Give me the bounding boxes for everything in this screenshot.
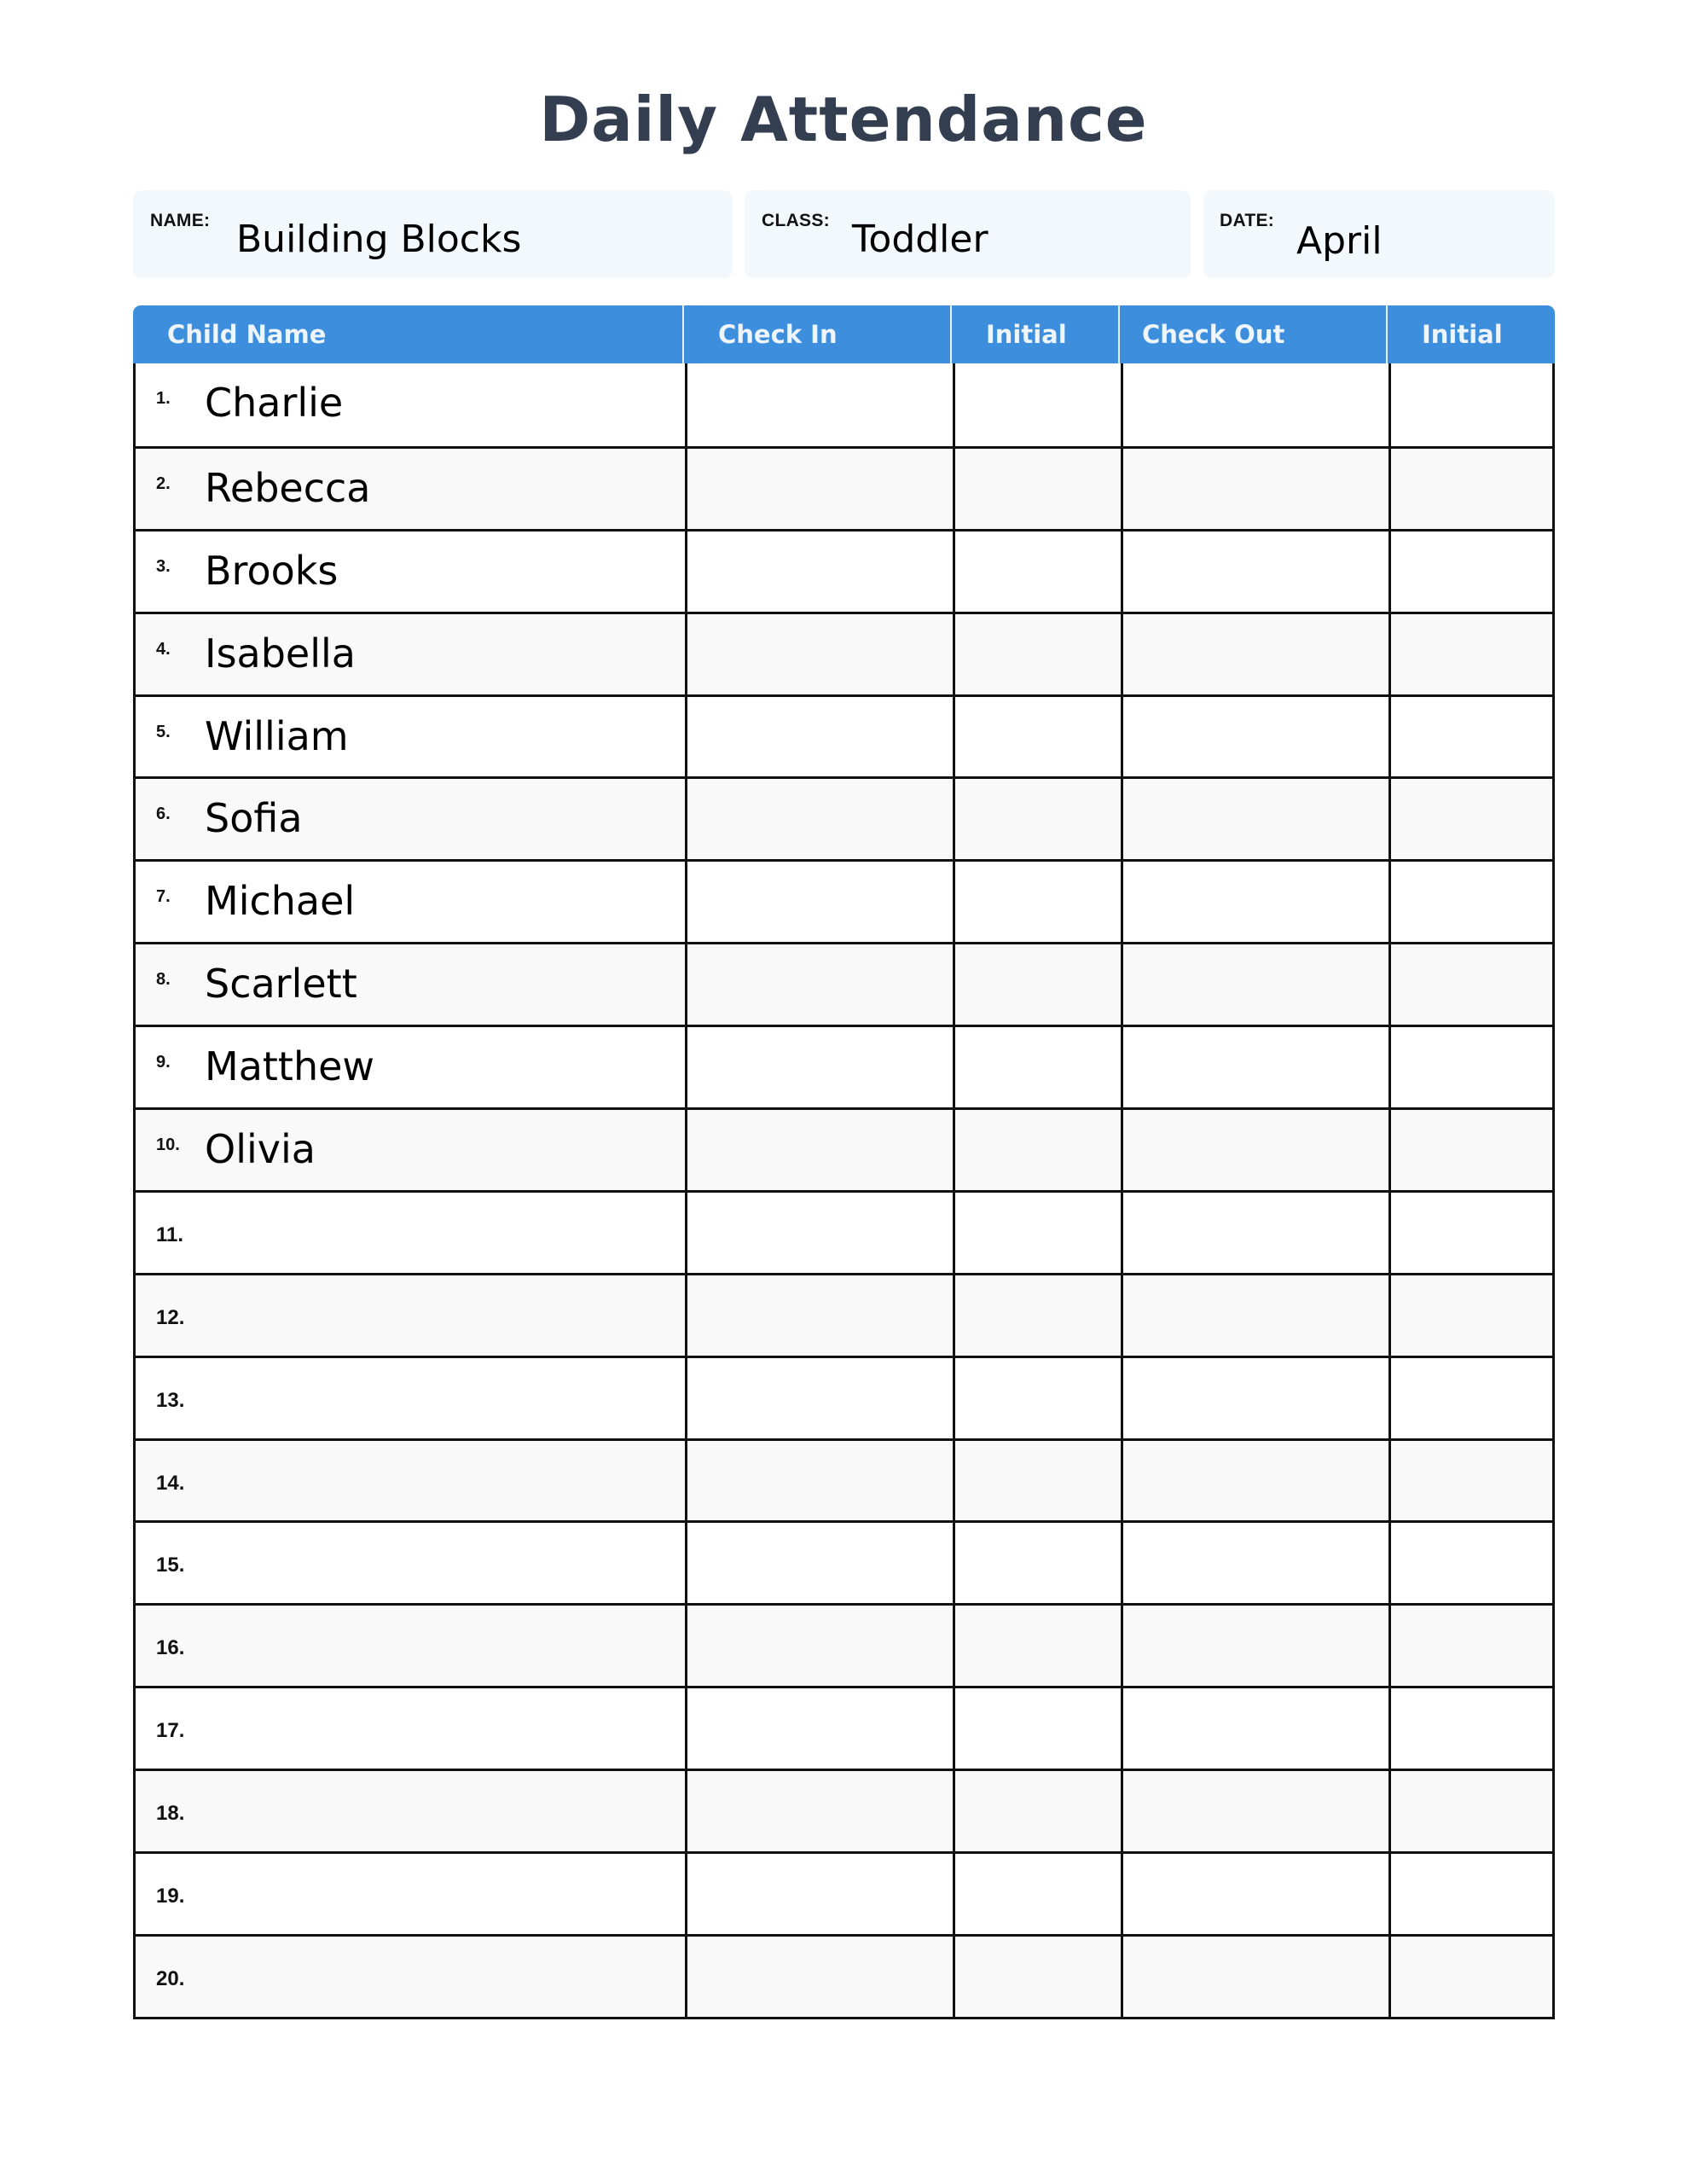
check-out-cell[interactable] xyxy=(1121,779,1388,859)
check-out-cell[interactable] xyxy=(1121,944,1388,1025)
check-in-initial-cell[interactable] xyxy=(953,1854,1121,1934)
child-name: Olivia xyxy=(205,1126,316,1173)
header-check-out: Check Out xyxy=(1118,305,1386,363)
child-name-cell[interactable] xyxy=(136,614,685,694)
check-out-cell[interactable] xyxy=(1121,862,1388,942)
check-out-initial-cell[interactable] xyxy=(1388,1771,1552,1851)
check-out-initial-cell[interactable] xyxy=(1388,1110,1552,1190)
table-row xyxy=(136,1356,1552,1438)
child-name: Matthew xyxy=(205,1043,375,1090)
check-in-initial-cell[interactable] xyxy=(953,1937,1121,2017)
row-number: 9. xyxy=(156,1053,171,1072)
child-name: Brooks xyxy=(205,547,339,594)
child-name: Charlie xyxy=(205,380,344,426)
check-out-initial-cell[interactable] xyxy=(1388,944,1552,1025)
child-name: Scarlett xyxy=(205,961,357,1008)
check-in-initial-cell[interactable] xyxy=(953,1110,1121,1190)
table-row xyxy=(136,1851,1552,1934)
check-in-cell[interactable] xyxy=(685,1027,953,1107)
name-value[interactable]: Building Blocks xyxy=(236,218,522,261)
check-out-initial-cell[interactable] xyxy=(1388,1688,1552,1769)
header-initial-in: Initial xyxy=(950,305,1118,363)
child-name-cell[interactable] xyxy=(136,1275,685,1356)
child-name-cell[interactable] xyxy=(136,697,685,777)
table-row xyxy=(136,776,1552,859)
table-row xyxy=(136,1520,1552,1603)
child-name-cell[interactable] xyxy=(136,1358,685,1438)
table-row xyxy=(136,1190,1552,1273)
check-in-cell[interactable] xyxy=(685,1358,953,1438)
check-out-initial-cell[interactable] xyxy=(1388,1358,1552,1438)
table-row xyxy=(136,1686,1552,1769)
check-out-cell[interactable] xyxy=(1121,1275,1388,1356)
check-out-initial-cell[interactable] xyxy=(1388,862,1552,942)
check-out-initial-cell[interactable] xyxy=(1388,1441,1552,1521)
check-in-cell[interactable] xyxy=(685,862,953,942)
check-out-initial-cell[interactable] xyxy=(1388,449,1552,529)
table-row xyxy=(136,694,1552,777)
check-in-initial-cell[interactable] xyxy=(953,1193,1121,1273)
child-name: Michael xyxy=(205,878,356,925)
check-in-cell[interactable] xyxy=(685,1523,953,1603)
check-out-cell[interactable] xyxy=(1121,449,1388,529)
row-number: 3. xyxy=(156,556,171,576)
row-number: 12. xyxy=(156,1305,185,1329)
check-out-initial-cell[interactable] xyxy=(1388,1275,1552,1356)
check-out-cell[interactable] xyxy=(1121,363,1388,446)
child-name-cell[interactable] xyxy=(136,1937,685,2017)
check-in-initial-cell[interactable] xyxy=(953,363,1121,446)
header-initial-out: Initial xyxy=(1386,305,1555,363)
check-in-cell[interactable] xyxy=(685,449,953,529)
check-in-cell[interactable] xyxy=(685,531,953,612)
check-out-cell[interactable] xyxy=(1121,1441,1388,1521)
row-number: 20. xyxy=(156,1966,185,1990)
check-in-cell[interactable] xyxy=(685,1688,953,1769)
table-row xyxy=(136,363,1552,446)
check-out-initial-cell[interactable] xyxy=(1388,1193,1552,1273)
row-number: 18. xyxy=(156,1802,185,1826)
check-in-initial-cell[interactable] xyxy=(953,1358,1121,1438)
check-in-initial-cell[interactable] xyxy=(953,697,1121,777)
row-number: 6. xyxy=(156,804,171,824)
check-in-initial-cell[interactable] xyxy=(953,1688,1121,1769)
check-out-initial-cell[interactable] xyxy=(1388,779,1552,859)
table-row xyxy=(136,1934,1552,2017)
check-in-initial-cell[interactable] xyxy=(953,1523,1121,1603)
child-name: Isabella xyxy=(205,630,356,677)
class-value[interactable]: Toddler xyxy=(852,218,988,261)
child-name-cell[interactable] xyxy=(136,1688,685,1769)
row-number: 7. xyxy=(156,887,171,907)
row-number: 17. xyxy=(156,1719,185,1743)
child-name-cell[interactable] xyxy=(136,1193,685,1273)
row-number: 16. xyxy=(156,1636,185,1660)
header-check-in: Check In xyxy=(682,305,950,363)
row-number: 5. xyxy=(156,722,171,741)
check-in-cell[interactable] xyxy=(685,1275,953,1356)
check-in-initial-cell[interactable] xyxy=(953,1606,1121,1686)
child-name-cell[interactable] xyxy=(136,944,685,1025)
check-out-initial-cell[interactable] xyxy=(1388,1523,1552,1603)
row-number: 2. xyxy=(156,473,171,493)
check-in-cell[interactable] xyxy=(685,1110,953,1190)
check-out-cell[interactable] xyxy=(1121,1193,1388,1273)
check-in-cell[interactable] xyxy=(685,1854,953,1934)
table-body xyxy=(133,363,1555,2019)
check-in-initial-cell[interactable] xyxy=(953,1027,1121,1107)
table-row xyxy=(136,1273,1552,1356)
check-in-cell[interactable] xyxy=(685,1771,953,1851)
table-row xyxy=(136,1769,1552,1851)
name-label: NAME: xyxy=(150,211,211,230)
row-number: 4. xyxy=(156,639,171,659)
check-in-initial-cell[interactable] xyxy=(953,862,1121,942)
check-in-cell[interactable] xyxy=(685,944,953,1025)
row-number: 10. xyxy=(156,1136,180,1155)
page-title: Daily Attendance xyxy=(539,84,1148,155)
check-in-initial-cell[interactable] xyxy=(953,1441,1121,1521)
child-name: Rebecca xyxy=(205,464,371,511)
check-in-initial-cell[interactable] xyxy=(953,531,1121,612)
check-out-initial-cell[interactable] xyxy=(1388,363,1552,446)
check-in-cell[interactable] xyxy=(685,614,953,694)
child-name: Sofia xyxy=(205,795,303,842)
check-out-initial-cell[interactable] xyxy=(1388,1606,1552,1686)
child-name-cell[interactable] xyxy=(136,1771,685,1851)
header-child-name: Child Name xyxy=(167,320,327,349)
check-out-cell[interactable] xyxy=(1121,1854,1388,1934)
check-out-cell[interactable] xyxy=(1121,697,1388,777)
check-in-cell[interactable] xyxy=(685,1193,953,1273)
check-out-cell[interactable] xyxy=(1121,1027,1388,1107)
class-label: CLASS: xyxy=(762,211,830,230)
check-out-initial-cell[interactable] xyxy=(1388,1854,1552,1934)
date-value[interactable]: April xyxy=(1296,219,1383,263)
table-row xyxy=(136,942,1552,1025)
check-out-cell[interactable] xyxy=(1121,1358,1388,1438)
child-name-cell[interactable] xyxy=(136,1027,685,1107)
check-out-initial-cell[interactable] xyxy=(1388,1027,1552,1107)
row-number: 13. xyxy=(156,1388,185,1412)
date-label: DATE: xyxy=(1220,211,1275,230)
date-field[interactable] xyxy=(1203,190,1555,278)
child-name-cell[interactable] xyxy=(136,1441,685,1521)
child-name-cell[interactable] xyxy=(136,1110,685,1190)
check-in-initial-cell[interactable] xyxy=(953,449,1121,529)
check-out-initial-cell[interactable] xyxy=(1388,697,1552,777)
check-in-cell[interactable] xyxy=(685,1606,953,1686)
table-header xyxy=(133,305,1555,363)
check-out-initial-cell[interactable] xyxy=(1388,614,1552,694)
check-out-initial-cell[interactable] xyxy=(1388,531,1552,612)
check-out-cell[interactable] xyxy=(1121,1937,1388,2017)
name-field[interactable] xyxy=(133,190,733,278)
check-in-initial-cell[interactable] xyxy=(953,944,1121,1025)
check-out-cell[interactable] xyxy=(1121,1523,1388,1603)
child-name-cell[interactable] xyxy=(136,1606,685,1686)
table-row xyxy=(136,1438,1552,1521)
table-row xyxy=(136,446,1552,529)
check-in-cell[interactable] xyxy=(685,1441,953,1521)
row-number: 1. xyxy=(156,389,171,408)
check-out-cell[interactable] xyxy=(1121,1771,1388,1851)
check-in-cell[interactable] xyxy=(685,1937,953,2017)
check-in-cell[interactable] xyxy=(685,363,953,446)
child-name-cell[interactable] xyxy=(136,1854,685,1934)
check-out-cell[interactable] xyxy=(1121,1606,1388,1686)
check-out-cell[interactable] xyxy=(1121,1688,1388,1769)
check-in-initial-cell[interactable] xyxy=(953,614,1121,694)
child-name: William xyxy=(205,712,349,759)
child-name-cell[interactable] xyxy=(136,862,685,942)
check-out-initial-cell[interactable] xyxy=(1388,1937,1552,2017)
check-out-cell[interactable] xyxy=(1121,531,1388,612)
check-in-initial-cell[interactable] xyxy=(953,1771,1121,1851)
table-row xyxy=(136,859,1552,942)
child-name-cell[interactable] xyxy=(136,363,685,446)
row-number: 19. xyxy=(156,1885,185,1908)
child-name-cell[interactable] xyxy=(136,779,685,859)
row-number: 11. xyxy=(156,1223,184,1246)
child-name-cell[interactable] xyxy=(136,1523,685,1603)
table-row xyxy=(136,529,1552,612)
class-field[interactable] xyxy=(745,190,1191,278)
table-row xyxy=(136,612,1552,694)
check-out-cell[interactable] xyxy=(1121,614,1388,694)
check-in-initial-cell[interactable] xyxy=(953,779,1121,859)
child-name-cell[interactable] xyxy=(136,531,685,612)
check-out-cell[interactable] xyxy=(1121,1110,1388,1190)
row-number: 14. xyxy=(156,1471,185,1495)
row-number: 15. xyxy=(156,1554,185,1577)
table-row xyxy=(136,1107,1552,1190)
table-row xyxy=(136,1025,1552,1107)
table-row xyxy=(136,1603,1552,1686)
child-name-cell[interactable] xyxy=(136,449,685,529)
check-in-cell[interactable] xyxy=(685,779,953,859)
row-number: 8. xyxy=(156,970,171,990)
check-in-cell[interactable] xyxy=(685,697,953,777)
check-in-initial-cell[interactable] xyxy=(953,1275,1121,1356)
attendance-table xyxy=(133,305,1555,2019)
